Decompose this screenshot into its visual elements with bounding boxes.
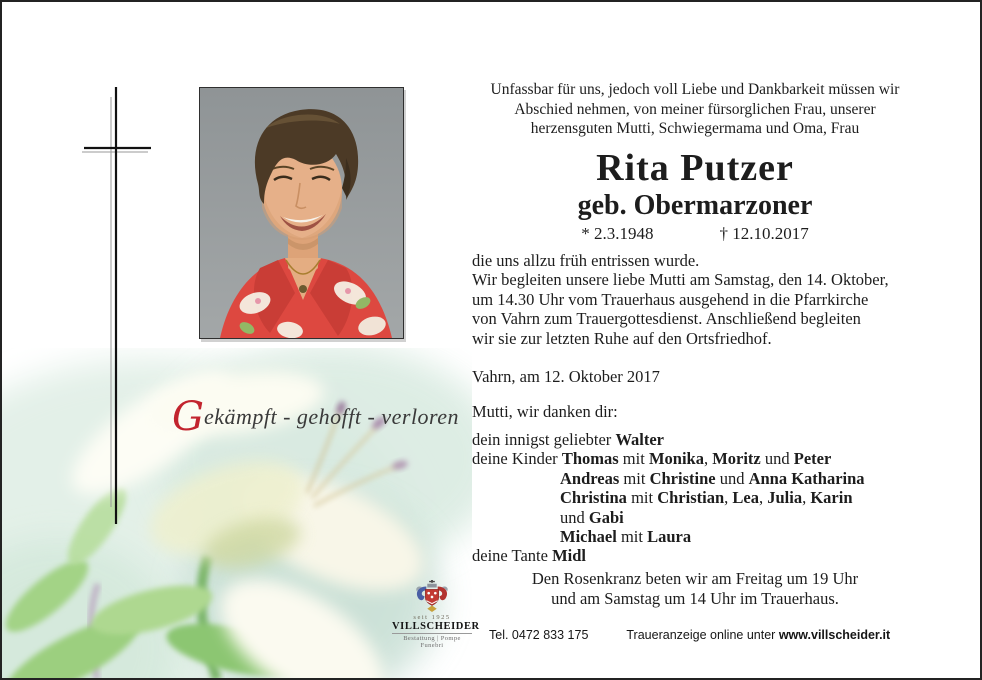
motto xyxy=(172,394,472,440)
thanks-intro: Mutti, wir danken dir: xyxy=(472,402,618,421)
logo-name: VILLSCHEIDER xyxy=(392,621,480,632)
rosary-line: Den Rosenkranz beten wir am Freitag um 19 Uhr xyxy=(531,569,859,588)
rosary-note xyxy=(470,569,920,608)
motto-initial: G xyxy=(172,394,204,440)
body-line: Wir begleiten unsere liebe Mutti am Samstag, den 14. Oktober, xyxy=(472,270,889,290)
intro-line: Unfassbar für uns, jedoch voll Liebe und Dankbarkeit müssen wir xyxy=(490,81,900,98)
villscheider-logo xyxy=(392,579,480,649)
death-date: † 12.10.2017 xyxy=(719,224,809,243)
intro-line: Abschied nehmen, von meiner fürsorglichen Frau, unserer xyxy=(514,100,876,118)
rosary-line: und am Samstag um 14 Uhr im Trauerhaus. xyxy=(551,588,839,608)
family-line: Andreas mit Christine und Anna Katharina xyxy=(560,468,865,488)
logo-tagline: Bestattung | Pompe Funebri xyxy=(403,635,461,649)
footer-online xyxy=(626,628,890,642)
logo-since: seit 1925 xyxy=(413,614,451,621)
body-line: wir sie zur letzten Ruhe auf den Ortsfriedhof. xyxy=(472,328,772,348)
website-url: www.villscheider.it xyxy=(778,628,891,642)
family-line: und Gabi xyxy=(560,507,624,527)
intro-text xyxy=(470,80,920,139)
footer xyxy=(489,628,890,642)
life-dates xyxy=(470,224,920,244)
family-line: deine Kinder Thomas mit Monika, Moritz und Peter xyxy=(472,449,832,469)
deceased-name: Rita Putzer xyxy=(596,147,794,189)
motto-text: ekämpft - gehofft - verloren xyxy=(203,404,460,429)
announcement-text xyxy=(472,251,928,348)
body-line: um 14.30 Uhr vom Trauerhaus ausgehend in die Pfarrkirche xyxy=(472,289,869,309)
place-dateline: Vahrn, am 12. Oktober 2017 xyxy=(472,367,660,386)
intro-line: herzensguten Mutti, Schwiegermama und Oma, Frau xyxy=(530,120,860,137)
footer-phone: Tel. 0472 833 175 xyxy=(489,628,589,642)
family-line: dein innigst geliebter Walter xyxy=(472,430,665,449)
family-line: Michael mit Laura xyxy=(560,527,692,547)
birth-date: * 2.3.1948 xyxy=(581,224,654,243)
family-line: deine Tante Midl xyxy=(472,546,587,566)
footer-online-prefix: Traueranzeige online unter xyxy=(626,628,779,642)
portrait-photo xyxy=(199,87,404,339)
crest-icon xyxy=(412,579,452,613)
cross-icon xyxy=(72,82,162,532)
body-line: von Vahrn zum Trauergottesdienst. Anschließend begleiten xyxy=(472,309,861,329)
family-list xyxy=(472,430,928,566)
body-line: die uns allzu früh entrissen wurde. xyxy=(472,251,700,270)
family-line: Christina mit Christian, Lea, Julia, Karin xyxy=(560,488,853,508)
maiden-name: geb. Obermarzoner xyxy=(577,190,813,221)
